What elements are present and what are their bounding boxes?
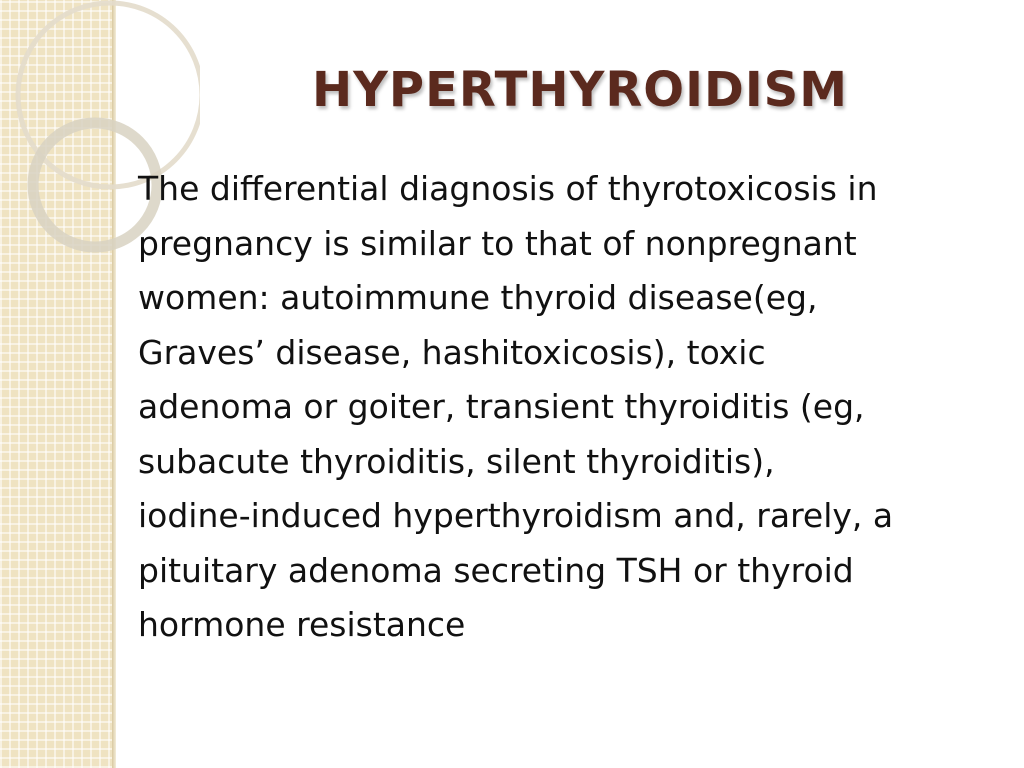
slide-title: HYPERTHYROIDISM	[311, 62, 849, 118]
decorative-ring-large	[18, 3, 200, 187]
body-line: pregnancy is similar to that of nonpregnant	[138, 223, 857, 263]
body-line: iodine-induced hyperthyroidism and, rarely, a	[138, 496, 894, 535]
body-line: adenoma or goiter, transient thyroiditis (eg,	[138, 387, 865, 426]
body-line: women: autoimmune thyroid disease(eg,	[138, 278, 818, 317]
body-line: Graves’ disease, hashitoxicosis), toxic	[138, 332, 766, 372]
body-line: hormone resistance	[138, 605, 466, 644]
body-line: subacute thyroiditis, silent thyroiditis),	[138, 441, 775, 481]
slide-body	[138, 162, 988, 653]
body-line: pituitary adenoma secreting TSH or thyroid	[138, 550, 854, 590]
body-line: The differential diagnosis of thyrotoxicosis in	[138, 169, 878, 208]
